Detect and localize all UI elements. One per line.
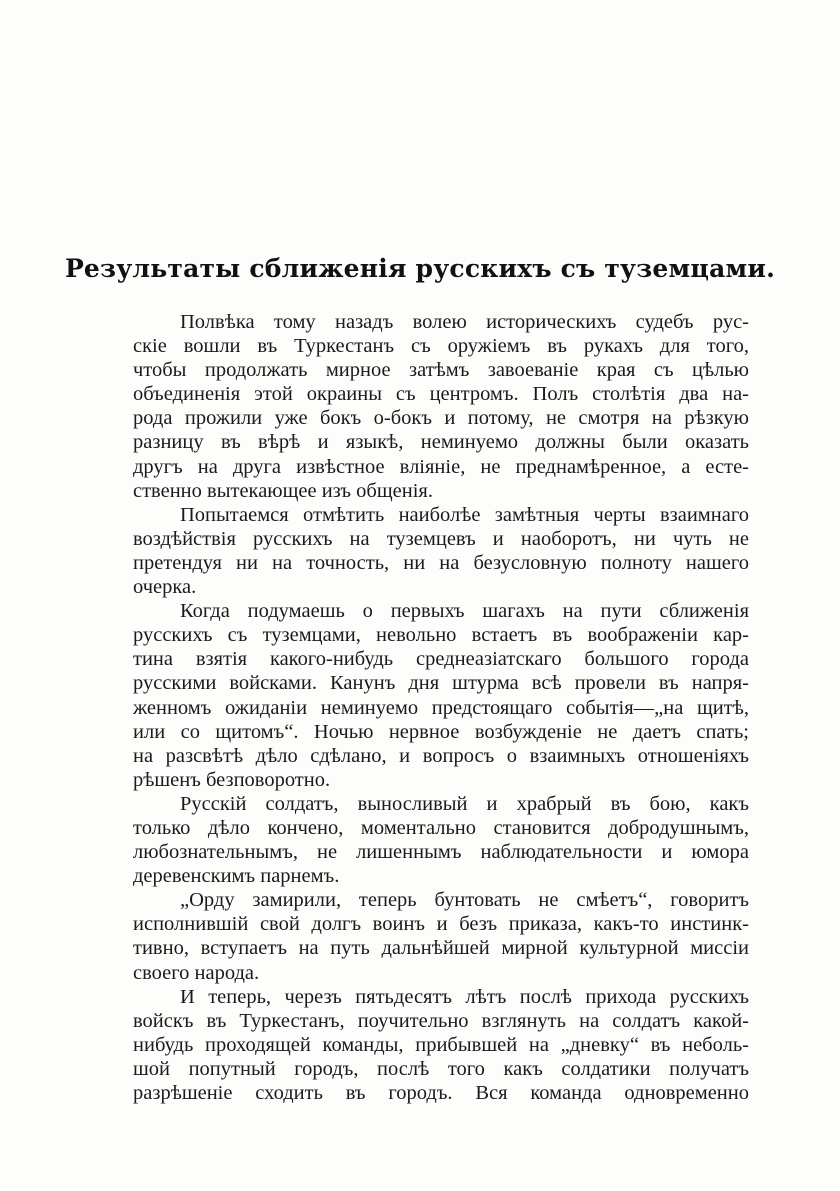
text-line: любознательнымъ, не лишеннымъ наблюдательности и юмора <box>133 841 749 864</box>
text-line: Когда подумаешь о первыхъ шагахъ на пути сближенія <box>180 600 749 623</box>
text-line: русскихъ съ туземцами, невольно встаетъ въ воображеніи кар- <box>133 624 749 647</box>
text-line: тивно, вступаетъ на путь дальнѣйшей мирной культурной миссіи <box>133 937 749 960</box>
text-line: разрѣшеніе сходить въ городъ. Вся команда одновременно <box>133 1082 749 1104</box>
text-line: Попытаемся отмѣтить наиболѣе замѣтныя черты взаимнаго <box>180 503 749 526</box>
text-line: на разсвѣтѣ дѣло сдѣлано, и вопросъ о взаимныхъ отношеніяхъ <box>133 744 749 767</box>
text-line: рода прожили уже бокъ о-бокъ и потому, не смотря на рѣзкую <box>133 407 749 430</box>
text-line: скіе вошли въ Туркестанъ съ оружіемъ въ рукахъ для того, <box>133 335 749 358</box>
text-line: претендуя ни на точность, ни на безусловную полноту нашего <box>133 551 749 574</box>
text-line: воздѣйствія русскихъ на туземцевъ и наоборотъ, ни чуть не <box>133 527 749 550</box>
text-line: ственно вытекающее изъ общенія. <box>133 479 433 502</box>
page-title: Результаты сближенія русскихъ съ туземцами. <box>64 254 776 283</box>
text-line: или со щитомъ“. Ночью нервное возбужденіе не даетъ спать; <box>133 720 749 743</box>
body-text <box>133 310 749 1105</box>
text-line: женномъ ожиданіи неминуемо предстоящаго событія—„на щитѣ, <box>133 696 749 719</box>
text-line: своего народа. <box>133 961 260 984</box>
text-line: шой попутный городъ, послѣ того какъ солдатики получатъ <box>133 1057 749 1080</box>
text-line: „Орду замирили, теперь бунтовать не смѣетъ“, говоритъ <box>180 889 749 912</box>
text-line: очерка. <box>133 576 197 599</box>
text-line: только дѣло кончено, моментально становится добродушнымъ, <box>133 816 749 839</box>
text-line: Полвѣка тому назадъ волею историческихъ судебъ рус- <box>180 311 749 333</box>
text-line: объединенія этой окраины съ центромъ. Полъ столѣтія два на- <box>133 383 749 406</box>
text-line: И теперь, черезъ пятьдесятъ лѣтъ послѣ прихода русскихъ <box>180 985 749 1008</box>
text-line: русскими войсками. Канунъ дня штурма всѣ провели въ напря- <box>133 672 749 695</box>
text-line: чтобы продолжать мирное затѣмъ завоеваніе края съ цѣлью <box>133 359 749 382</box>
text-line: другъ на друга извѣстное вліяніе, не преднамѣренное, а есте- <box>133 455 749 478</box>
text-line: рѣшенъ безповоротно. <box>133 768 331 791</box>
text-line: тина взятія какого-нибудь среднеазіатскаго большого города <box>133 648 749 671</box>
text-line: разницу въ вѣрѣ и языкѣ, неминуемо должны были оказать <box>133 431 749 454</box>
text-line: войскъ въ Туркестанъ, поучительно взглянуть на солдатъ какой- <box>133 1009 749 1032</box>
text-line: нибудь проходящей команды, прибывшей на „дневку“ въ неболь- <box>133 1033 749 1056</box>
text-line: деревенскимъ парнемъ. <box>133 865 340 888</box>
text-line: исполнившій свой долгъ воинъ и безъ приказа, какъ-то инстинк- <box>133 913 749 936</box>
text-line: Русскій солдатъ, выносливый и храбрый въ бою, какъ <box>180 792 749 815</box>
